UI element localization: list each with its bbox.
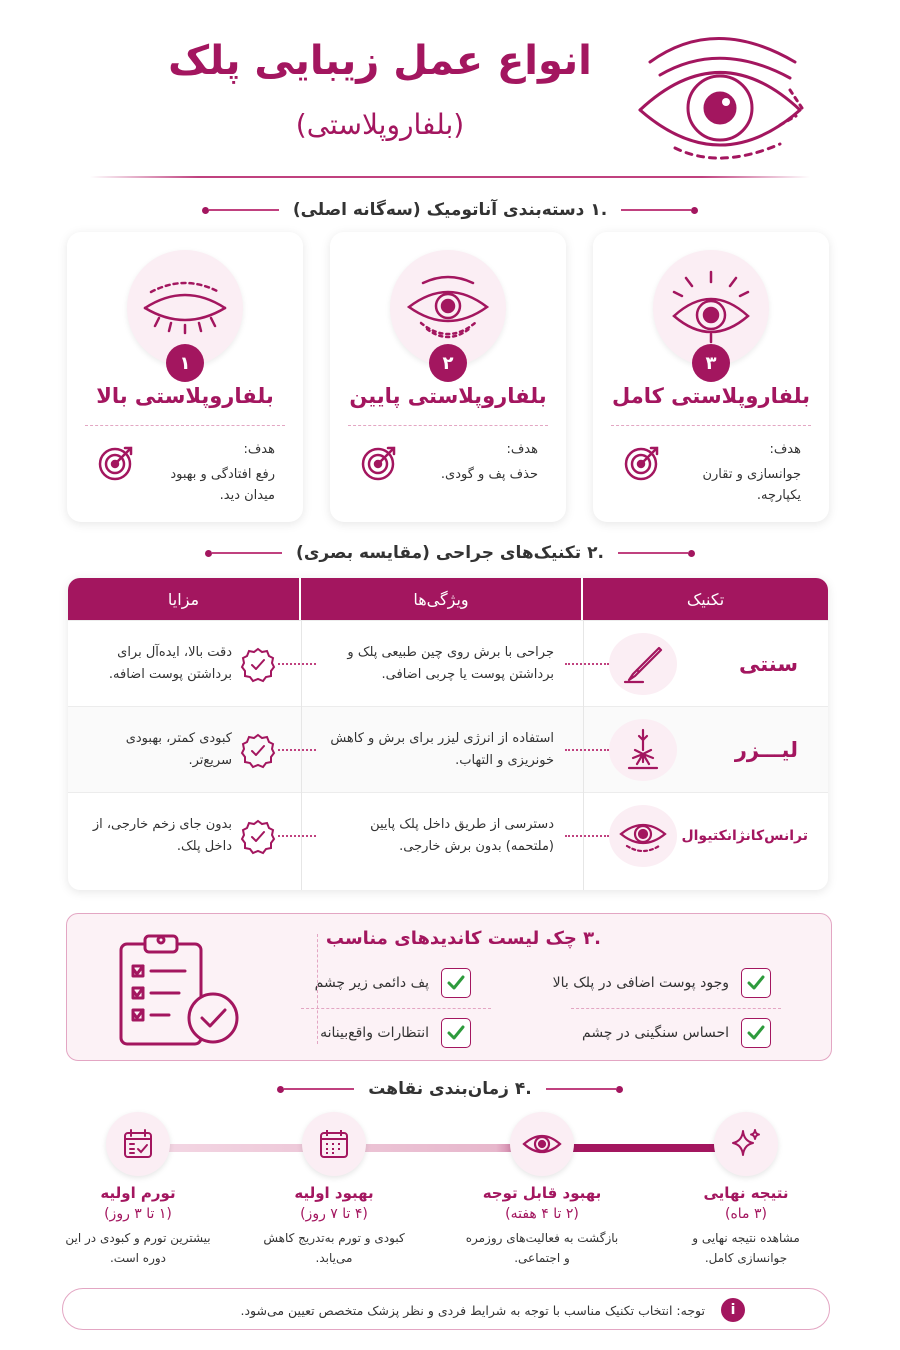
hero-eye-icon [630,20,810,160]
table-row [68,792,828,878]
heading-decoration [546,1086,623,1093]
sparkle-icon [729,1127,763,1161]
table-row [68,706,828,792]
timeline-node-early-improvement [302,1112,366,1176]
heading-decoration [621,207,698,214]
checkbox-checked-icon [441,1018,471,1048]
checklist-item: احساس سنگینی در چشم [582,1016,771,1050]
checklist-item: وجود پوست اضافی در پلک بالا [553,966,771,1000]
stage-description: بازگشت به فعالیت‌های روزمره و اجتماعی. [465,1231,619,1265]
header-divider [90,176,810,178]
heading-decoration [202,207,279,214]
techniques-table [68,578,828,890]
technique-icon-circle [609,633,677,695]
stage-duration: (۴ تا ۷ روز) [300,1206,368,1222]
closed-eye-icon [137,278,233,338]
check-badge-icon [240,819,276,855]
check-badge-icon [240,733,276,769]
stage-label: بهبود قابل توجه [482,1184,602,1202]
stage-description: بیشترین تورم و کبودی در این دوره است. [65,1231,211,1265]
technique-icon-circle [609,805,677,867]
note-text: توجه: انتخاب تکنیک مناسب با توجه به شرایط فردی و نظر پزشک متخصص تعیین می‌شود. [240,1302,705,1318]
technique-advantages: کبودی کمتر، بهبودی سریع‌تر. [125,731,232,768]
checklist-item: پف دائمی زیر چشم [315,966,471,1000]
laser-icon [621,728,665,772]
stage-label: تورم اولیه [100,1184,176,1202]
section1-heading: .۱ دسته‌بندی آناتومیک (سه‌گانه اصلی) [0,195,900,225]
page-subtitle: (بلفاروپلاستی) [295,108,465,141]
timeline-stage [462,1184,622,1268]
target-icon [360,442,400,482]
column-header-advantages: مزایا [68,578,301,620]
card-upper-blepharoplasty: ۱ بلفاروپلاستی بالا هدف: رفع افتادگی و بهبود میدان دید. [67,232,303,522]
technique-features: جراحی با برش روی چین طبیعی پلک و برداشتن پوست یا چربی اضافی. [347,645,554,682]
heading-decoration [277,1086,354,1093]
timeline-node-final [714,1112,778,1176]
page-title: انواع عمل زیبایی پلک [168,38,592,84]
checkbox-checked-icon [441,968,471,998]
card-goal-text: جوانسازی و تقارن یکپارچه. [702,467,801,503]
heading-decoration [618,550,695,557]
target-icon [97,442,137,482]
column-header-features: ویژگی‌ها [301,578,583,620]
technique-advantages: بدون جای زخم خارجی، از داخل پلک. [92,817,232,854]
table-header [68,578,828,620]
timeline-stage [58,1184,218,1268]
card-lower-blepharoplasty: ۲ بلفاروپلاستی پایین هدف: حذف پف و گودی. [330,232,566,522]
candidate-checklist [66,913,832,1061]
heading-decoration [205,550,282,557]
timeline-stage [666,1184,826,1268]
card-number: ۱ [166,344,204,382]
section2-heading: .۲ تکنیک‌های جراحی (مقایسه بصری) [0,538,900,568]
card-title: بلفاروپلاستی پایین [349,384,547,408]
card-title: بلفاروپلاستی بالا [96,384,274,408]
info-icon: i [721,1298,745,1322]
calendar-check-icon [122,1128,154,1160]
calendar-grid-icon [318,1128,350,1160]
clipboard-checklist-icon [107,930,247,1048]
note-banner [62,1288,830,1330]
column-header-technique: تکنیک [686,589,725,609]
eye-icon [617,818,669,854]
recovery-timeline-bar [160,1144,720,1152]
card-full-blepharoplasty: ۳ بلفاروپلاستی کامل هدف: جوانسازی و تقارن یکپارچه. [593,232,829,522]
checkbox-checked-icon [741,968,771,998]
check-badge-icon [240,647,276,683]
technique-advantages: دقت بالا، ایده‌آل برای برداشتن پوست اضافه. [108,645,232,682]
timeline-node-noticeable [510,1112,574,1176]
stage-duration: (۲ تا ۴ هفته) [505,1206,579,1222]
scalpel-icon [621,642,665,686]
target-icon [623,442,663,482]
card-number: ۲ [429,344,467,382]
technique-features: استفاده از انرژی لیزر برای برش و کاهش خونریزی و التهاب. [330,731,554,768]
table-row [68,620,828,706]
technique-name: ترانس‌کانژانکتیوال [681,828,808,844]
card-number: ۳ [692,344,730,382]
stage-duration: (۱ تا ۳ روز) [104,1206,172,1222]
technique-features: دسترسی از طریق داخل پلک پایین (ملتحمه) بدون برش خارجی. [370,817,554,854]
stage-label: نتیجه نهایی [703,1184,789,1202]
stage-duration: (۳ ماه) [724,1206,767,1222]
header [0,0,900,180]
stage-description: کبودی و تورم به‌تدریج کاهش می‌یابد. [263,1231,405,1265]
timeline-node-initial-swelling [106,1112,170,1176]
technique-icon-circle [609,719,677,781]
section4-heading: .۴ زمان‌بندی نقاهت [0,1074,900,1104]
card-title: بلفاروپلاستی کامل [611,384,811,408]
checklist-item: انتظارات واقع‌بینانه [320,1016,471,1050]
radiant-eye-icon [666,268,756,348]
stage-label: بهبود اولیه [294,1184,374,1202]
section3-heading: .۳ چک لیست کاندیدهای مناسب [325,928,601,949]
eye-icon [522,1130,562,1158]
timeline-stage [254,1184,414,1268]
technique-name: سنتی [738,652,798,676]
card-goal-text: حذف پف و گودی. [440,467,538,482]
stage-description: مشاهده نتیجه نهایی و جوانسازی کامل. [692,1231,800,1265]
technique-name: لیـــزر [734,738,798,762]
lower-eyelid-eye-icon [403,273,493,343]
card-goal-text: رفع افتادگی و بهبود میدان دید. [170,467,275,503]
checkbox-checked-icon [741,1018,771,1048]
